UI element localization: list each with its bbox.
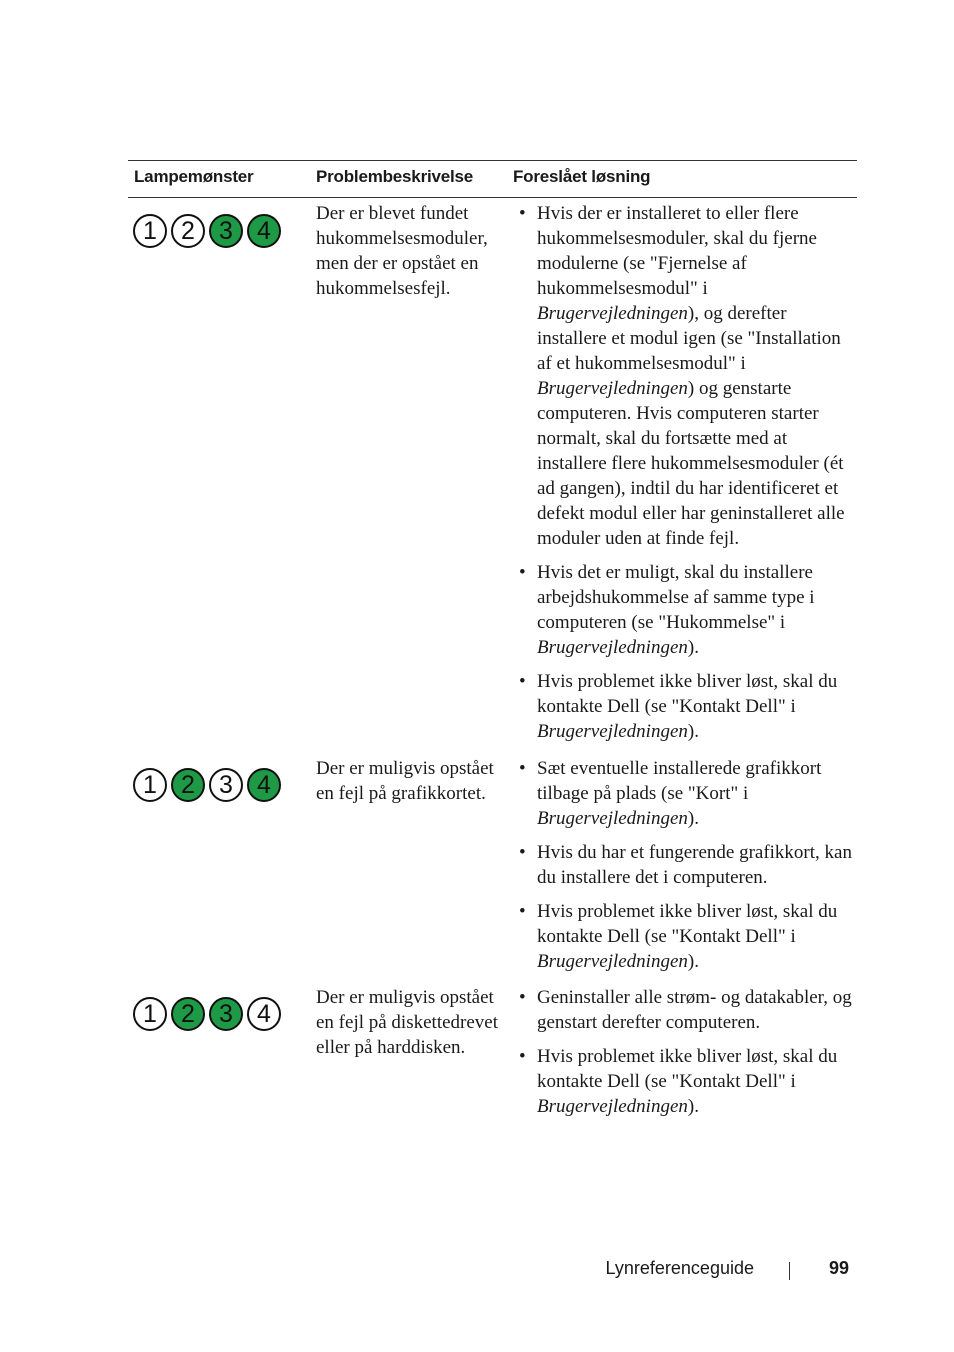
table-header [128, 161, 857, 198]
solution-item: • Hvis problemet ikke bliver løst, skal du kontakte Dell (se "Kontakt Dell" i Brugervejledningen). [513, 899, 853, 974]
solution-item: • Hvis der er installeret to eller flere hukommelsesmoduler, skal du fjerne modulerne (se "Fjernelse af hukommelsesmodul" i Brugervejledningen), og derefter installere et modul igen (se "Installation af et hukommelsesmodul" i Brugervejledningen) og genstarte computeren. Hvis computeren starter normalt, skal du fortsætte med at installere flere hukommelsesmoduler (ét ad gangen), indtil du har identificeret et defekt modul eller har geninstalleret alle moduler uden at finde fejl. [513, 201, 853, 551]
problem-description: Der er muligvis opstået en fejl på diskettedrevet eller på harddisken. [316, 987, 499, 1058]
page-footer [0, 1258, 954, 1284]
diagnostic-light-2: 2 [171, 768, 205, 802]
header-suggested-solution: Foreslået løsning [513, 167, 651, 186]
solution-list [513, 985, 853, 1128]
solution-list [513, 201, 853, 753]
problem-description: Der er muligvis opstået en fejl på grafikkortet. [316, 758, 494, 804]
diagnostic-light-1: 1 [133, 997, 167, 1031]
diagnostic-light-2: 2 [171, 997, 205, 1031]
footer-guide-title: Lynreferenceguide [605, 1258, 754, 1278]
header-light-pattern: Lampemønster [134, 167, 254, 186]
solution-item: • Hvis problemet ikke bliver løst, skal du kontakte Dell (se "Kontakt Dell" i Brugervejledningen). [513, 669, 853, 744]
diagnostic-light-4: 4 [247, 768, 281, 802]
solution-item: • Hvis du har et fungerende grafikkort, kan du installere det i computeren. [513, 840, 853, 890]
diagnostic-light-2: 2 [171, 214, 205, 248]
diagnostic-light-3: 3 [209, 768, 243, 802]
footer-separator [789, 1262, 790, 1280]
diagnostic-light-1: 1 [133, 768, 167, 802]
diagnostic-light-4: 4 [247, 997, 281, 1031]
light-pattern [133, 214, 281, 248]
header-problem-description: Problembeskrivelse [316, 167, 474, 186]
diagnostic-light-3: 3 [209, 214, 243, 248]
solution-item: • Hvis problemet ikke bliver løst, skal du kontakte Dell (se "Kontakt Dell" i Brugervejledningen). [513, 1044, 853, 1119]
page-number: 99 [829, 1258, 850, 1278]
light-pattern [133, 997, 281, 1031]
solution-item: • Sæt eventuelle installerede grafikkort tilbage på plads (se "Kort" i Brugervejledningen). [513, 756, 853, 831]
diagnostic-light-4: 4 [247, 214, 281, 248]
solution-list [513, 756, 853, 983]
solution-item: • Hvis det er muligt, skal du installere arbejdshukommelse af samme type i computeren (se "Hukommelse" i Brugervejledningen). [513, 560, 853, 660]
diagnostic-light-1: 1 [133, 214, 167, 248]
solution-item: • Geninstaller alle strøm- og datakabler, og genstart derefter computeren. [513, 985, 853, 1035]
diagnostic-lights-table [128, 160, 857, 1117]
diagnostic-light-3: 3 [209, 997, 243, 1031]
problem-description: Der er blevet fundet hukommelsesmoduler, men der er opstået en hukommelsesfejl. [316, 203, 488, 299]
light-pattern [133, 768, 281, 802]
